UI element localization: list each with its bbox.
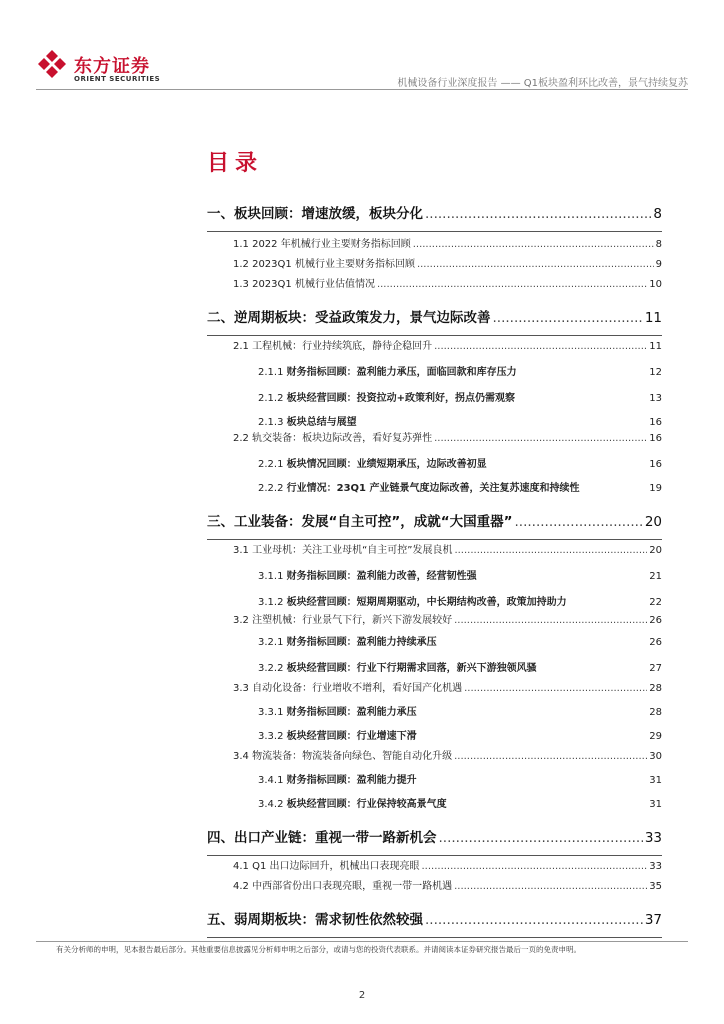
- toc-entry-level-2[interactable]: [233, 255, 662, 270]
- toc-entry-number: 3.2.1: [258, 637, 287, 648]
- toc-entry-page: 16: [649, 433, 662, 444]
- toc-entry-page: 35: [649, 881, 662, 892]
- toc-entry-text: 板块情况回顾：业绩短期承压，边际改善初显: [286, 459, 487, 470]
- toc-entry-label: [258, 389, 515, 404]
- toc-entry-page: 26: [649, 637, 662, 648]
- toc-entry-page: 33: [644, 830, 662, 846]
- toc-entry-text: 板块经营回顾：行业下行期需求回落，新兴下游独领风骚: [286, 663, 537, 674]
- toc-entry-label: [258, 479, 579, 494]
- toc-entry-label: 2.2 轨交装备：板块边际改善，看好复苏弹性: [233, 433, 433, 444]
- toc-dot-leader: [425, 912, 643, 928]
- toc-entry-page: 9: [655, 259, 662, 270]
- toc-entry-page: 11: [649, 341, 662, 352]
- toc-entry-page: 16: [649, 459, 662, 470]
- logo-en-text: ORIENT SECURITIES: [74, 75, 161, 83]
- toc-entry-level-3[interactable]: [258, 633, 662, 648]
- toc-entry-label: 一、板块回顾：增速放缓，板块分化: [207, 206, 423, 222]
- toc-entry-label: 1.3 2023Q1 机械行业估值情况: [233, 279, 375, 290]
- toc-entry-text: 财务指标回顾：盈利能力承压，面临回款和库存压力: [286, 367, 517, 378]
- toc-entry-page: 30: [649, 751, 662, 762]
- toc-entry-number: 2.1.3: [258, 417, 287, 428]
- toc-entry-page: 13: [649, 393, 662, 404]
- toc-entry-label: 3.1 工业母机：关注工业母机“自主可控”发展良机: [233, 545, 453, 556]
- toc-entry-label: [258, 703, 417, 718]
- toc-entry-text: 财务指标回顾：盈利能力持续承压: [286, 637, 437, 648]
- toc-entry-level-3[interactable]: [258, 703, 662, 718]
- toc-entry-text: 板块经营回顾：投资拉动+政策利好，拐点仍需观察: [286, 393, 516, 404]
- toc-entry-page: 11: [644, 310, 662, 326]
- page-number: 2: [358, 990, 366, 1001]
- toc-entry-label: 4.2 中西部省份出口表现亮眼，重视一带一路机遇: [233, 881, 453, 892]
- toc-entry-page: 19: [649, 483, 662, 494]
- toc-entry-page: 27: [649, 663, 662, 674]
- footer-divider: [36, 941, 688, 942]
- toc-entry-page: 16: [649, 417, 662, 428]
- toc-entry-number: 3.3.1: [258, 707, 287, 718]
- section-divider: [207, 231, 662, 232]
- section-divider: [207, 335, 662, 336]
- section-divider: [207, 539, 662, 540]
- toc-entry-label: [258, 567, 477, 582]
- toc-dot-leader: [464, 683, 647, 694]
- toc-entry-page: 31: [649, 799, 662, 810]
- toc-entry-level-3[interactable]: [258, 727, 662, 742]
- toc-entry-level-3[interactable]: [258, 363, 662, 378]
- toc-entry-level-1[interactable]: [207, 306, 662, 326]
- toc-entry-text: 财务指标回顾：盈利能力改善，经营韧性强: [286, 571, 477, 582]
- toc-entry-label: [258, 363, 517, 378]
- toc-entry-label: 1.2 2023Q1 机械行业主要财务指标回顾: [233, 259, 415, 270]
- toc-entry-level-3[interactable]: [258, 567, 662, 582]
- toc-entry-level-3[interactable]: [258, 659, 662, 674]
- toc-entry-label: 3.4 物流装备：物流装备向绿色、智能自动化升级: [233, 751, 453, 762]
- toc-entry-level-3[interactable]: [258, 795, 662, 810]
- toc-entry-page: 22: [649, 597, 662, 608]
- toc-entry-page: 29: [649, 731, 662, 742]
- toc-entry-label: 3.3 自动化设备：行业增收不增利，看好国产化机遇: [233, 683, 463, 694]
- toc-entry-number: 3.1.1: [258, 571, 287, 582]
- toc-entry-page: 20: [644, 514, 662, 530]
- toc-entry-level-2[interactable]: [233, 275, 662, 290]
- toc-entry-page: 28: [649, 683, 662, 694]
- toc-entry-level-3[interactable]: [258, 455, 662, 470]
- toc-entry-page: 20: [649, 545, 662, 556]
- toc-entry-level-1[interactable]: [207, 826, 662, 846]
- toc-dot-leader: [454, 751, 647, 762]
- toc-entry-label: [258, 659, 537, 674]
- toc-entry-number: 3.1.2: [258, 597, 287, 608]
- toc-entry-level-2[interactable]: [233, 857, 662, 872]
- toc-dot-leader: [439, 830, 643, 846]
- toc-dot-leader: [493, 310, 643, 326]
- toc-entry-level-2[interactable]: [233, 611, 662, 626]
- toc-entry-text: 行业情况：23Q1 产业链景气度边际改善，关注复苏速度和持续性: [286, 483, 580, 494]
- toc-entry-page: 21: [649, 571, 662, 582]
- toc-entry-page: 31: [649, 775, 662, 786]
- toc-entry-text: 财务指标回顾：盈利能力承压: [286, 707, 417, 718]
- toc-entry-page: 33: [649, 861, 662, 872]
- toc-dot-leader: [422, 861, 648, 872]
- toc-entry-label: 五、弱周期板块：需求韧性依然较强: [207, 912, 423, 928]
- toc-entry-page: 8: [653, 206, 662, 222]
- toc-entry-level-2[interactable]: [233, 541, 662, 556]
- report-title: 机械设备行业深度报告 —— Q1板块盈利环比改善，景气持续复苏: [397, 78, 688, 89]
- footer-disclaimer: 有关分析师的申明，见本报告最后部分。其他重要信息披露见分析师申明之后部分，或请与您的投资代表联系。并请阅读本证券研究报告最后一页的免责申明。: [56, 945, 581, 954]
- toc-entry-level-3[interactable]: [258, 479, 662, 494]
- toc-entry-text: 板块经营回顾：短期周期驱动，中长期结构改善，政策加持助力: [286, 597, 567, 608]
- toc-entry-label: [258, 455, 487, 470]
- company-logo: [36, 48, 161, 88]
- toc-entry-page: 26: [649, 615, 662, 626]
- toc-dot-leader: [454, 545, 647, 556]
- toc-entry-label: [258, 593, 567, 608]
- toc-entry-level-2[interactable]: [233, 235, 662, 250]
- toc-entry-level-2[interactable]: [233, 337, 662, 352]
- toc-dot-leader: [434, 341, 647, 352]
- toc-dot-leader: [454, 881, 647, 892]
- toc-entry-number: 2.1.1: [258, 367, 287, 378]
- toc-dot-leader: [417, 259, 654, 270]
- toc-dot-leader: [454, 615, 647, 626]
- toc-entry-level-2[interactable]: [233, 429, 662, 444]
- toc-entry-number: 2.2.1: [258, 459, 287, 470]
- toc-entry-label: [258, 633, 437, 648]
- toc-entry-number: 3.4.1: [258, 775, 287, 786]
- section-divider: [207, 937, 662, 938]
- toc-entry-number: 2.2.2: [258, 483, 287, 494]
- toc-entry-page: 28: [649, 707, 662, 718]
- toc-entry-label: [258, 413, 357, 428]
- toc-entry-label: 3.2 注塑机械：行业景气下行，新兴下游发展较好: [233, 615, 453, 626]
- toc-entry-text: 板块总结与展望: [286, 417, 357, 428]
- toc-dot-leader: [515, 514, 643, 530]
- toc-entry-number: 3.2.2: [258, 663, 287, 674]
- toc-entry-text: 板块经营回顾：行业保持较高景气度: [286, 799, 447, 810]
- toc-dot-leader: [413, 239, 654, 250]
- toc-entry-label: [258, 771, 417, 786]
- toc-dot-leader: [434, 433, 647, 444]
- toc-entry-label: [258, 727, 417, 742]
- toc-entry-page: 12: [649, 367, 662, 378]
- toc-entry-label: 二、逆周期板块：受益政策发力，景气边际改善: [207, 310, 491, 326]
- toc-entry-page: 37: [644, 912, 662, 928]
- toc-entry-level-1[interactable]: [207, 202, 662, 222]
- toc-entry-level-3[interactable]: [258, 389, 662, 404]
- toc-entry-level-1[interactable]: [207, 908, 662, 928]
- toc-entry-text: 财务指标回顾：盈利能力提升: [286, 775, 417, 786]
- section-divider: [207, 855, 662, 856]
- toc-dot-leader: [425, 206, 651, 222]
- toc-entry-level-2[interactable]: [233, 679, 662, 694]
- toc-entry-page: 8: [655, 239, 662, 250]
- toc-entry-level-3[interactable]: [258, 593, 662, 608]
- toc-entry-label: 4.1 Q1 出口边际回升，机械出口表现亮眼: [233, 861, 420, 872]
- toc-entry-level-2[interactable]: [233, 747, 662, 762]
- toc-entry-number: 2.1.2: [258, 393, 287, 404]
- header-divider: [36, 89, 688, 90]
- toc-entry-text: 板块经营回顾：行业增速下滑: [286, 731, 417, 742]
- toc-entry-label: [258, 795, 447, 810]
- toc-dot-leader: [377, 279, 647, 290]
- toc-entry-label: 1.1 2022 年机械行业主要财务指标回顾: [233, 239, 411, 250]
- toc-entry-level-1[interactable]: [207, 510, 662, 530]
- toc-entry-level-3[interactable]: [258, 771, 662, 786]
- toc-entry-page: 10: [649, 279, 662, 290]
- toc-entry-level-2[interactable]: [233, 877, 662, 892]
- toc-entry-label: 四、出口产业链：重视一带一路新机会: [207, 830, 437, 846]
- toc-heading: 目录: [207, 151, 264, 176]
- logo-mark-icon: [36, 48, 68, 80]
- toc-entry-label: 2.1 工程机械：行业持续筑底，静待企稳回升: [233, 341, 433, 352]
- toc-entry-number: 3.4.2: [258, 799, 287, 810]
- logo-cn-text: 东方证券: [74, 56, 150, 77]
- toc-entry-level-3[interactable]: [258, 413, 662, 428]
- toc-entry-label: 三、工业装备：发展“自主可控”，成就“大国重器”: [207, 514, 513, 530]
- toc-entry-number: 3.3.2: [258, 731, 287, 742]
